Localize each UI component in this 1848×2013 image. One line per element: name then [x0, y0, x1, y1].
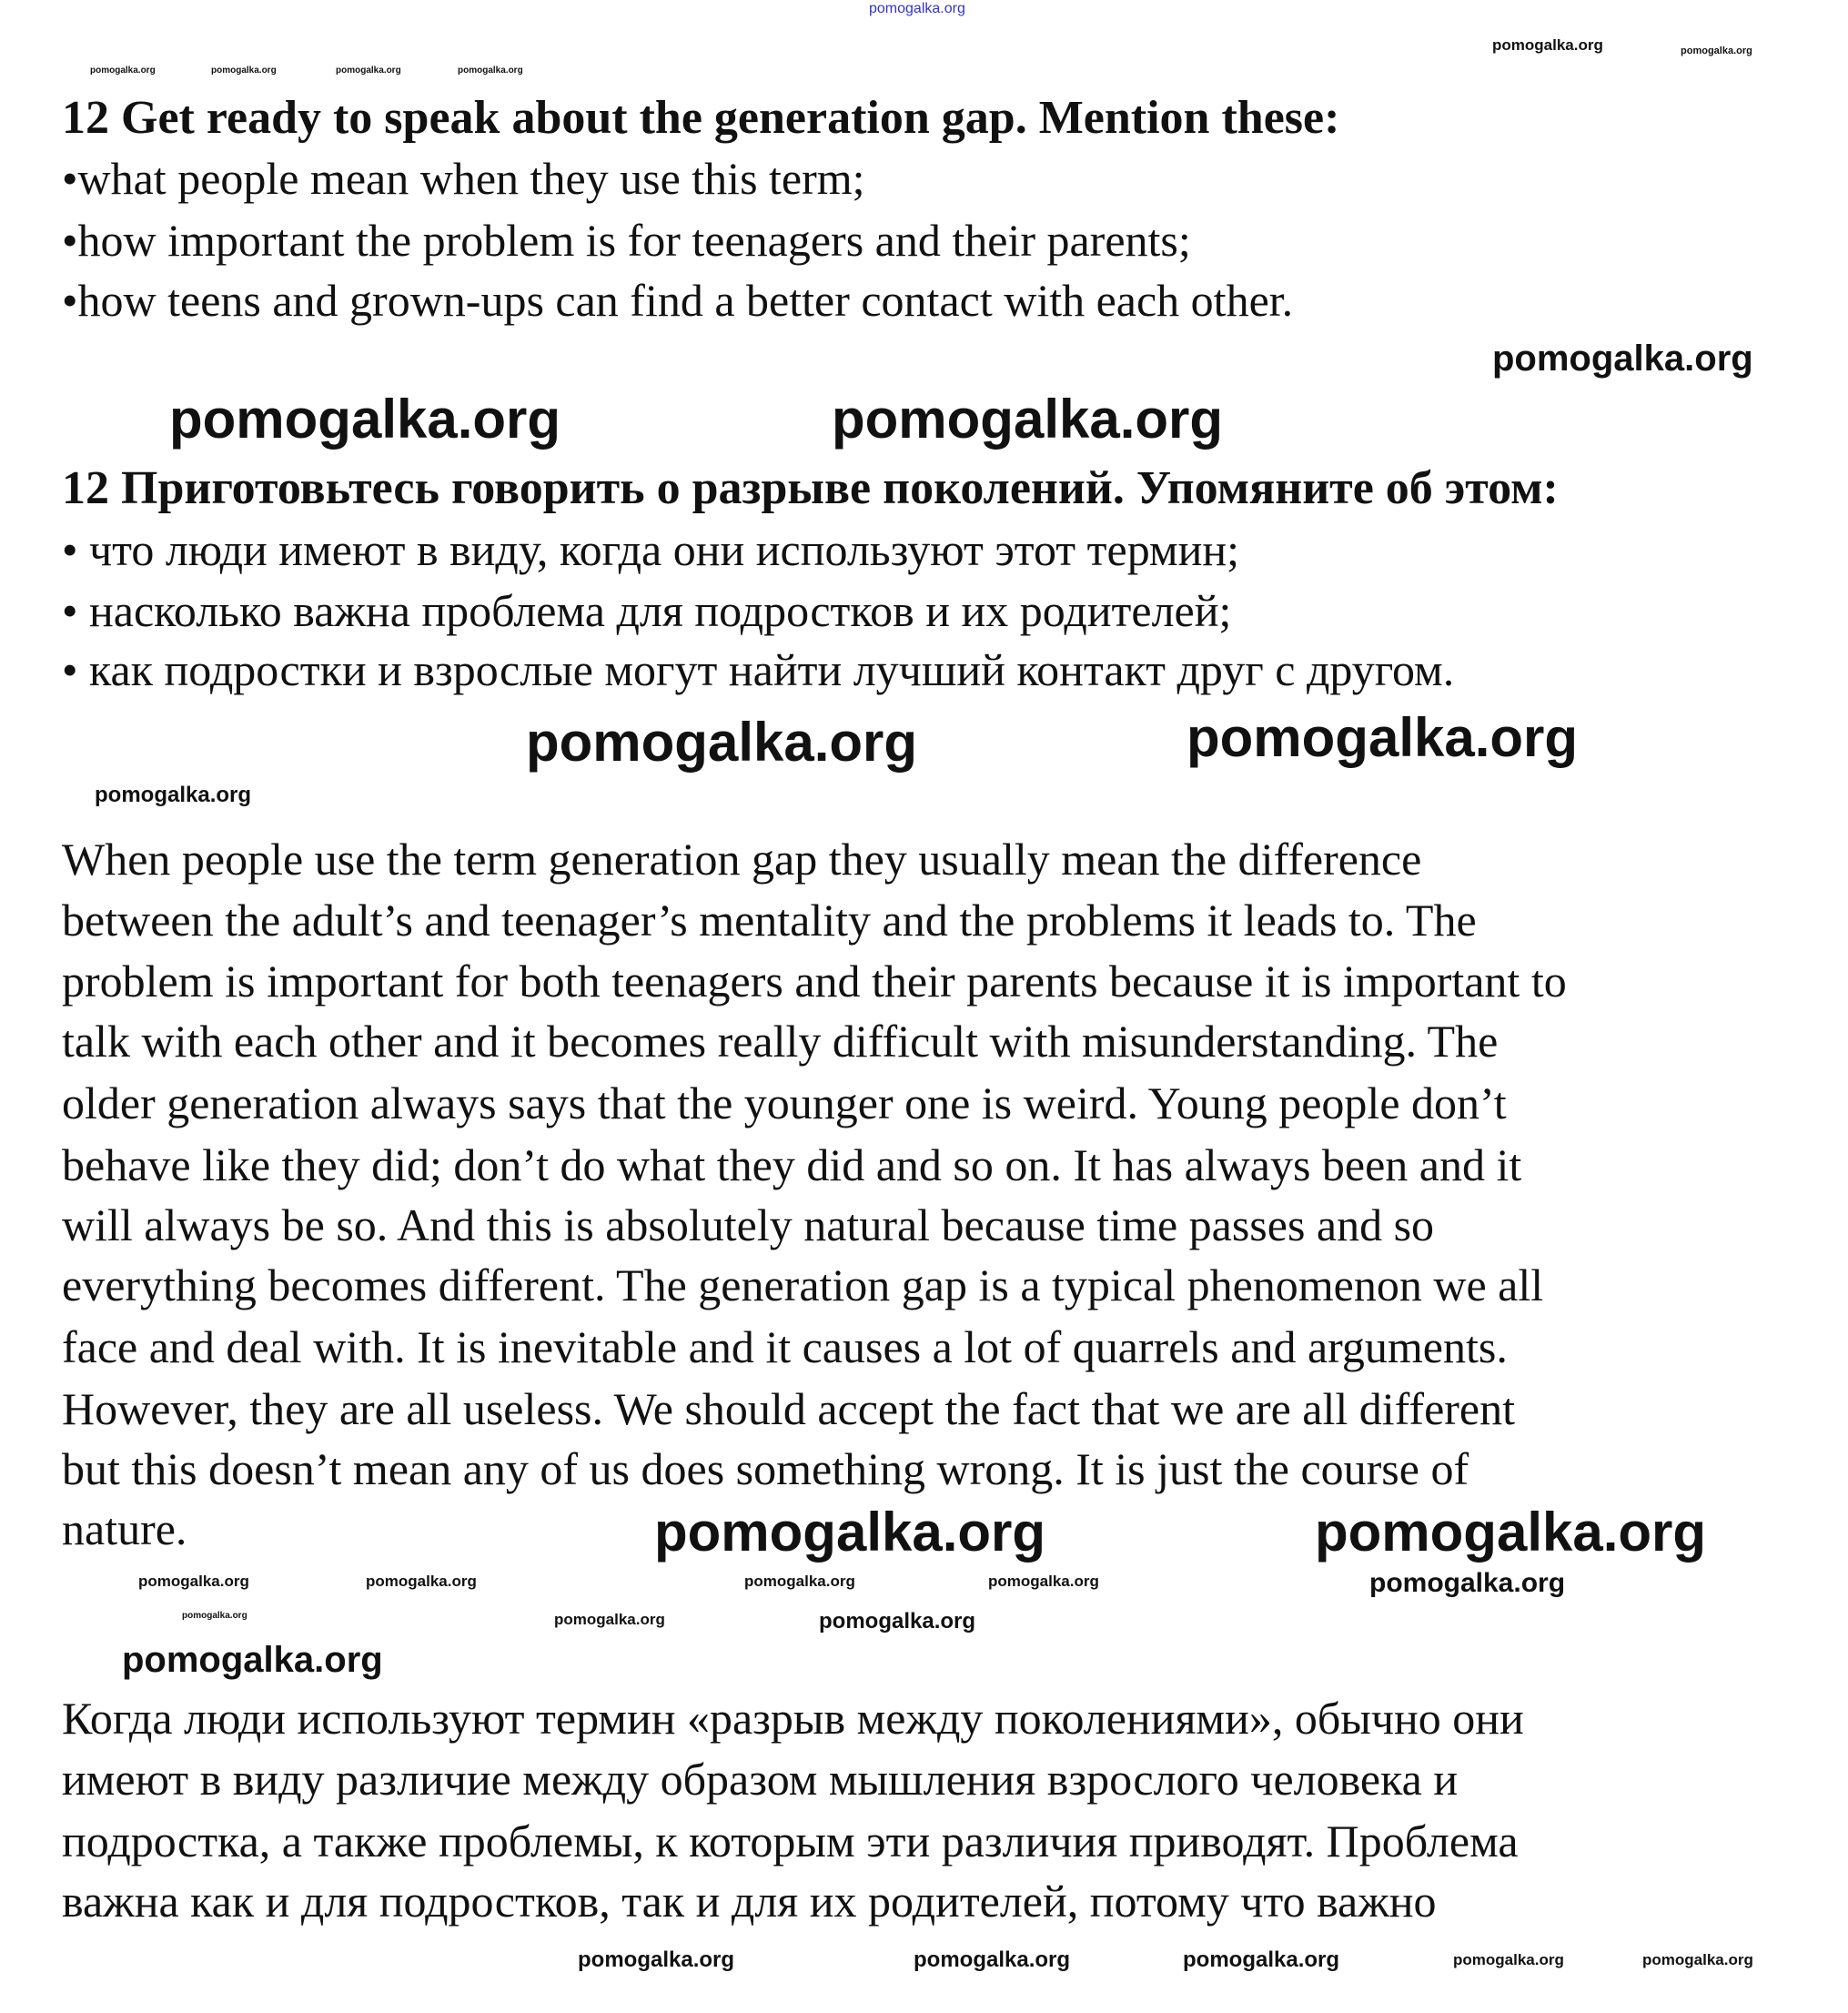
watermark: pomogalka.org — [211, 66, 277, 76]
watermark: pomogalka.org — [654, 1502, 1046, 1563]
answer-line-en: talk with each other and it becomes really difficult with misunderstanding. The — [62, 1016, 1499, 1067]
watermark: pomogalka.org — [1492, 339, 1753, 379]
watermark: pomogalka.org — [1492, 36, 1603, 54]
watermark: pomogalka.org — [832, 389, 1224, 450]
watermark: pomogalka.org — [95, 783, 252, 807]
watermark: pomogalka.org — [1453, 1951, 1564, 1968]
task-bullet-ru: • как подростки и взрослые могут найти лучший контакт друг с другом. — [62, 644, 1455, 695]
watermark: pomogalka.org — [526, 712, 918, 773]
watermark: pomogalka.org — [182, 1611, 247, 1621]
watermark: pomogalka.org — [122, 1640, 383, 1680]
answer-line-en: but this doesn’t mean any of us does something wrong. It is just the course of — [62, 1443, 1469, 1494]
answer-line-en: However, they are all useless. We should accept the fact that we are all different — [62, 1383, 1515, 1434]
watermark: pomogalka.org — [1183, 1947, 1340, 1972]
answer-line-en: will always be so. And this is absolutely natural because time passes and so — [62, 1199, 1435, 1250]
task-bullet-en: •how teens and grown-ups can find a better contact with each other. — [62, 275, 1294, 326]
watermark: pomogalka.org — [1642, 1951, 1753, 1968]
watermark: pomogalka.org — [1315, 1502, 1707, 1563]
answer-line-en: between the adult’s and teenager’s mentality and the problems it leads to. The — [62, 895, 1477, 946]
answer-line-en: everything becomes different. The generation gap is a typical phenomenon we all — [62, 1259, 1544, 1310]
answer-line-ru: имеют в виду различие между образом мышления взрослого человека и — [62, 1754, 1459, 1805]
watermark: pomogalka.org — [138, 1573, 249, 1590]
watermark: pomogalka.org — [366, 1573, 477, 1590]
answer-line-ru: важна как и для подростков, так и для их родителей, потому что важно — [62, 1876, 1437, 1927]
watermark: pomogalka.org — [458, 66, 523, 76]
watermark: pomogalka.org — [336, 66, 401, 76]
answer-line-en: behave like they did; don’t do what they did and so on. It has always been and it — [62, 1139, 1522, 1190]
watermark: pomogalka.org — [1369, 1568, 1566, 1598]
task-bullet-en: •what people mean when they use this term; — [62, 153, 865, 204]
task-bullet-en: •how important the problem is for teenagers and their parents; — [62, 215, 1191, 266]
watermark: pomogalka.org — [988, 1573, 1099, 1590]
task-bullet-ru: • насколько важна проблема для подростков и их родителей; — [62, 585, 1232, 636]
task-heading-en: 12 Get ready to speak about the generation gap. Mention these: — [62, 92, 1340, 144]
task-bullet-ru: • что люди имеют в виду, когда они используют этот термин; — [62, 524, 1239, 575]
answer-line-en: nature. — [62, 1503, 187, 1554]
watermark: pomogalka.org — [554, 1611, 665, 1628]
watermark: pomogalka.org — [169, 389, 561, 450]
task-heading-ru: 12 Приготовьтесь говорить о разрыве поколений. Упомяните об этом: — [62, 462, 1559, 514]
watermark: pomogalka.org — [90, 66, 156, 76]
watermark: pomogalka.org — [914, 1947, 1071, 1972]
watermark: pomogalka.org — [1681, 46, 1752, 56]
answer-line-en: older generation always says that the younger one is weird. Young people don’t — [62, 1077, 1507, 1128]
watermark: pomogalka.org — [819, 1609, 976, 1634]
watermark: pomogalka.org — [1187, 707, 1579, 768]
watermark: pomogalka.org — [869, 1, 965, 16]
answer-line-en: When people use the term generation gap they usually mean the difference — [62, 834, 1422, 885]
answer-line-en: face and deal with. It is inevitable and it causes a lot of quarrels and arguments. — [62, 1321, 1508, 1372]
watermark: pomogalka.org — [744, 1573, 855, 1590]
answer-line-ru: Когда люди используют термин «разрыв между поколениями», обычно они — [62, 1693, 1524, 1744]
watermark: pomogalka.org — [578, 1947, 735, 1972]
answer-line-ru: подростка, а также проблемы, к которым эти различия приводят. Проблема — [62, 1816, 1519, 1866]
answer-line-en: problem is important for both teenagers and their parents because it is important to — [62, 956, 1567, 1006]
